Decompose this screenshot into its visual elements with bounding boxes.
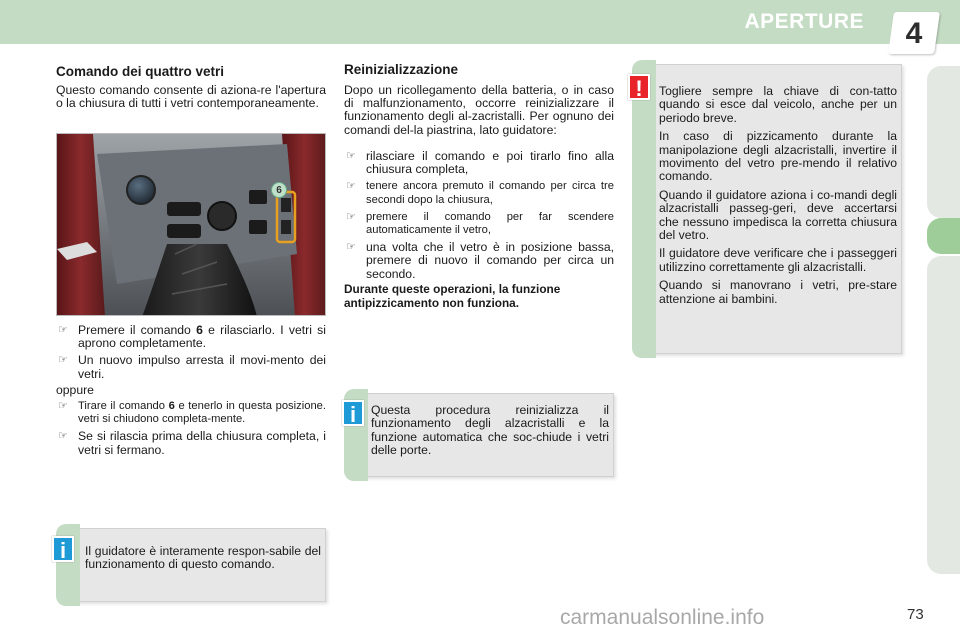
warning-paragraph: In caso di pizzicamento durante la manipolazione degli alzacristalli, invertire il movimento del vetro pre-mendo il relativo comando. (659, 129, 897, 184)
photo-callout-6: 6 (271, 182, 287, 198)
reinit-step-2: ☞ tenere ancora premuto il comando per circa tre secondi dopo la chiusura, (346, 180, 614, 206)
oppure-label: oppure (56, 383, 94, 397)
bullet-new-impulse: ☞ Un nuovo impulso arresta il movi-mento dei vetri. (58, 353, 326, 381)
info-note-reinit (348, 393, 614, 477)
hand-pointer-icon: ☞ (346, 150, 356, 162)
reinit-bold-note: Durante queste operazioni, la funzione antipizzicamento non funziona. (344, 282, 561, 310)
info-icon: i (52, 536, 74, 562)
info-icon: i (342, 400, 364, 426)
switch-panel-photo (56, 133, 326, 316)
left-bullets (56, 324, 326, 385)
hand-pointer-icon: ☞ (58, 400, 68, 412)
page-number: 73 (907, 606, 924, 623)
hand-pointer-icon: ☞ (346, 180, 356, 193)
section-intro-four-windows: Questo comando consente di aziona-re l'apertura o la chiusura di tutti i vetri contemporaneamente. (56, 83, 326, 111)
chapter-title: APERTURE (744, 10, 864, 33)
warning-icon: ! (628, 74, 650, 100)
hand-pointer-icon: ☞ (346, 241, 356, 254)
hand-pointer-icon: ☞ (58, 430, 68, 443)
warning-paragraph: Quando si manovrano i vetri, pre-stare attenzione ai bambini. (659, 278, 897, 306)
watermark: carmanualsonline.info (560, 606, 765, 629)
side-tab-active (927, 218, 960, 254)
chapter-number: 4 (905, 17, 923, 50)
warning-paragraph: Il guidatore deve verificare che i passeggeri utilizzino correttamente gli alzacristalli. (659, 246, 897, 274)
warning-box (636, 64, 902, 354)
reinit-step-4: ☞ una volta che il vetro è in posizione bassa, premere di nuovo il comando per circa un secondo. (346, 240, 614, 281)
warning-text (659, 85, 897, 306)
info-note-reinit-text: Questa procedura reinizializza il funzionamento degli alzacristalli e la funzione automatica che soc-chiude i vetri delle porte. (371, 403, 609, 458)
warning-paragraph: Togliere sempre la chiave di con-tatto quando si esce dal veicolo, anche per un periodo breve. (659, 84, 897, 125)
warning-paragraph: Quando il guidatore aziona i co-mandi degli alzacristalli passeg-geri, deve accertarsi che nessuno impedisca la corretta chiusura del vetro. (659, 187, 897, 243)
switch-panel-illustration (57, 134, 326, 316)
reinit-step-1: ☞ rilasciare il comando e poi tirarlo fino alla chiusura completa, (346, 149, 614, 177)
side-tab-upper (927, 66, 960, 218)
info-note-driver-text: Il guidatore è interamente respon-sabile del funzionamento di questo comando. (85, 544, 321, 572)
section-title-four-windows: Comando dei quattro vetri (56, 64, 225, 79)
bullet-pull-6: ☞ Tirare il comando 6 e tenerlo in questa posizione. vetri si chiudono completa-mente. (58, 400, 326, 426)
bullet-release-early: ☞ Se si rilascia prima della chiusura completa, i vetri si fermano. (58, 429, 326, 457)
hand-pointer-icon: ☞ (346, 210, 356, 223)
side-tab-lower (927, 256, 960, 574)
info-note-driver (60, 528, 326, 602)
reinit-bullets (344, 150, 614, 285)
reinit-step-3: ☞ premere il comando per far scendere automaticamente il vetro, (346, 210, 614, 237)
section-title-reinit: Reinizializzazione (344, 62, 459, 77)
section-intro-reinit: Dopo un ricollegamento della batteria, o in caso di malfunzionamento, occorre reinizializzare il funzionamento degli al-zacristalli. Per ognuno dei comandi del-la piastrina, lato guidatore: (344, 83, 614, 137)
hand-pointer-icon: ☞ (58, 354, 68, 367)
hand-pointer-icon: ☞ (58, 324, 68, 336)
left-bullets-2 (56, 400, 326, 461)
bullet-press-6: ☞ Premere il comando 6 e rilasciarlo. I vetri si aprono completamente. (58, 323, 326, 351)
